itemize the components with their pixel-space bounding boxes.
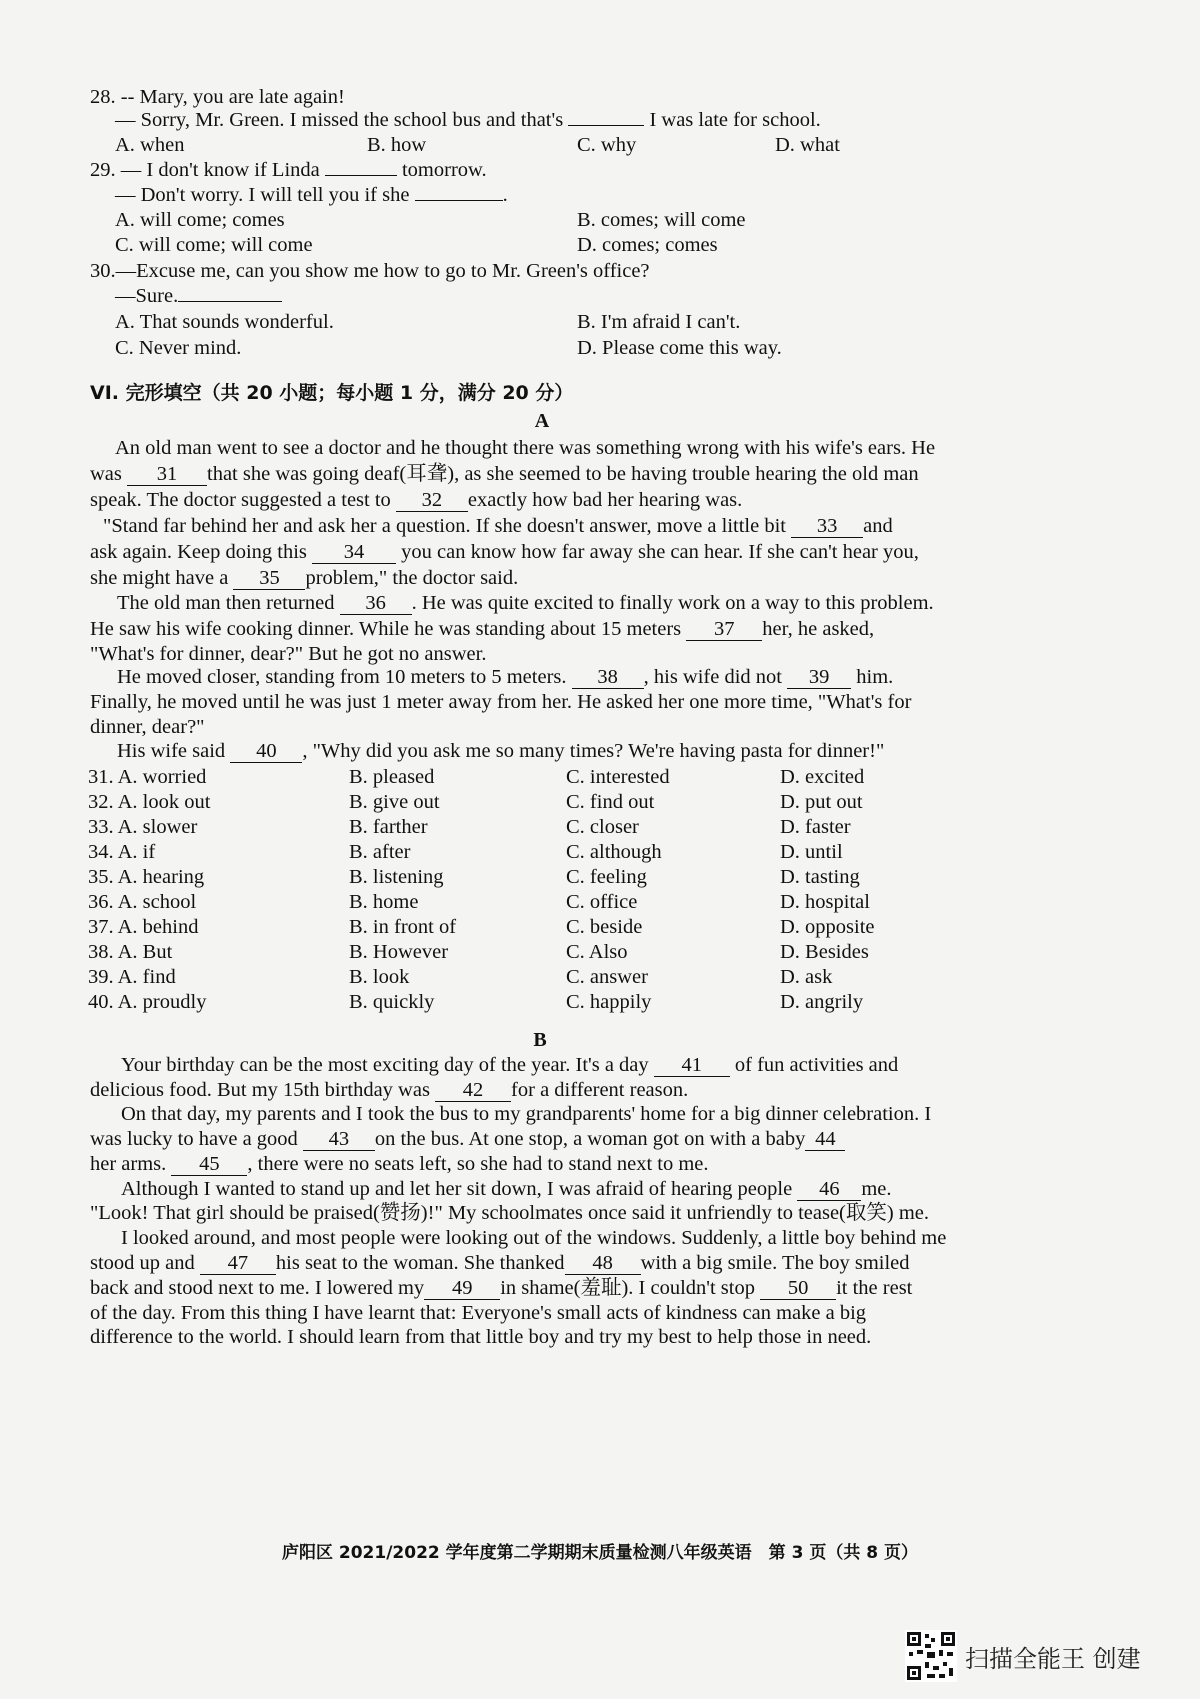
option-37-d: D. opposite — [780, 916, 875, 938]
q28-prompt: -- Mary, you are late again! — [120, 86, 345, 108]
option-33-a: 33. A. slower — [88, 816, 198, 838]
blank-49: 49 — [424, 1277, 500, 1300]
option-35-a: 35. A. hearing — [88, 866, 205, 888]
q29-option-d: D. comes; comes — [577, 234, 718, 256]
blank-42: 42 — [435, 1079, 511, 1102]
option-34-a: 34. A. if — [88, 841, 156, 863]
option-39-a: 39. A. find — [88, 966, 176, 988]
q29-option-c: C. will come; will come — [115, 234, 313, 256]
option-37-a: 37. A. behind — [88, 916, 199, 938]
q28-blank — [568, 125, 644, 126]
q30-line1: 30.—Excuse me, can you show me how to go to Mr. Green's office? — [90, 260, 650, 282]
option-40-c: C. happily — [566, 991, 652, 1013]
option-32-d: D. put out — [780, 791, 863, 813]
section-heading: VI. 完形填空（共 20 小题；每小题 1 分，满分 20 分） — [90, 382, 574, 404]
passage-b-line: back and stood next to me. I lowered my 49 in shame(羞耻). I couldn't stop 50 it the rest — [90, 1277, 913, 1299]
blank-47: 47 — [200, 1252, 276, 1275]
passage-b-line: difference to the world. I should learn from that little boy and try my best to help those in need. — [90, 1326, 872, 1348]
option-37-c: C. beside — [566, 916, 643, 938]
q30-blank — [178, 301, 282, 302]
option-33-c: C. closer — [566, 816, 639, 838]
option-36-d: D. hospital — [780, 891, 870, 913]
option-34-d: D. until — [780, 841, 843, 863]
option-32-c: C. find out — [566, 791, 655, 813]
blank-41: 41 — [654, 1054, 730, 1077]
passage-a-line: He moved closer, standing from 10 meters to 5 meters. 38 , his wife did not 39 him. — [117, 666, 894, 688]
passage-b-line: stood up and 47 his seat to the woman. She thanked 48 with a big smile. The boy smiled — [90, 1252, 910, 1274]
blank-32: 32 — [396, 489, 468, 512]
option-31-d: D. excited — [780, 766, 865, 788]
q29-option-b: B. comes; will come — [577, 209, 746, 231]
watermark-text: 扫描全能王 创建 — [965, 1644, 1141, 1673]
passage-a-line: speak. The doctor suggested a test to 32 exactly how bad her hearing was. — [90, 489, 743, 511]
option-40-a: 40. A. proudly — [88, 991, 207, 1013]
page-footer: 庐阳区 2021/2022 学年度第二学期期末质量检测八年级英语 第 3 页（共 8 页） — [281, 1543, 918, 1563]
q30-option-d: D. Please come this way. — [577, 337, 782, 359]
option-35-d: D. tasting — [780, 866, 860, 888]
option-35-b: B. listening — [349, 866, 444, 888]
option-39-b: B. look — [349, 966, 410, 988]
q29-option-a: A. will come; comes — [115, 209, 285, 231]
passage-b-line: Although I wanted to stand up and let her sit down, I was afraid of hearing people 46 me. — [121, 1178, 892, 1200]
option-38-a: 38. A. But — [88, 941, 173, 963]
q29-line2: — Don't worry. I will tell you if she . — [115, 184, 508, 206]
option-33-b: B. farther — [349, 816, 428, 838]
blank-39: 39 — [787, 666, 851, 689]
q28-option-c: C. why — [577, 134, 637, 156]
blank-38: 38 — [572, 666, 644, 689]
passage-a-title: A — [534, 410, 550, 432]
blank-31: 31 — [127, 463, 207, 486]
passage-b-line: delicious food. But my 15th birthday was 42 for a different reason. — [90, 1079, 689, 1101]
blank-45: 45 — [171, 1153, 247, 1176]
passage-a-line: The old man then returned 36 . He was quite excited to finally work on a way to this problem. — [117, 592, 934, 614]
option-36-c: C. office — [566, 891, 638, 913]
passage-a-line: "Stand far behind her and ask her a question. If she doesn't answer, move a little bit 33 and — [103, 515, 893, 537]
blank-48: 48 — [565, 1252, 641, 1275]
option-38-d: D. Besides — [780, 941, 869, 963]
option-36-b: B. home — [349, 891, 419, 913]
option-38-c: C. Also — [566, 941, 628, 963]
blank-44: 44 — [805, 1128, 845, 1151]
passage-b-title: B — [533, 1029, 547, 1051]
passage-a-line: ask again. Keep doing this 34 you can know how far away she can hear. If she can't hear you, — [90, 541, 919, 563]
option-31-a: 31. A. worried — [88, 766, 207, 788]
option-31-c: C. interested — [566, 766, 670, 788]
passage-b-line: was lucky to have a good 43 on the bus. At one stop, a woman got on with a baby 44 — [90, 1126, 845, 1152]
blank-43: 43 — [303, 1128, 375, 1151]
passage-b-line: I looked around, and most people were looking out of the windows. Suddenly, a little boy behind me — [121, 1227, 947, 1249]
option-39-c: C. answer — [566, 966, 648, 988]
option-33-d: D. faster — [780, 816, 851, 838]
q28-line2: — Sorry, Mr. Green. I missed the school bus and that's I was late for school. — [115, 109, 821, 131]
q29-blank-1 — [325, 175, 397, 176]
option-35-c: C. feeling — [566, 866, 647, 888]
blank-46: 46 — [797, 1178, 861, 1201]
blank-33: 33 — [791, 515, 863, 538]
q29-blank-2 — [415, 200, 503, 201]
passage-b-line: her arms. 45 , there were no seats left, so she had to stand next to me. — [90, 1153, 709, 1175]
option-37-b: B. in front of — [349, 916, 457, 938]
q30-option-a: A. That sounds wonderful. — [115, 311, 334, 333]
q29-line1: 29. — I don't know if Linda tomorrow. — [90, 159, 487, 181]
passage-a-line: His wife said 40 , "Why did you ask me so many times? We're having pasta for dinner!" — [117, 740, 885, 762]
passage-a-line: He saw his wife cooking dinner. While he was standing about 15 meters 37 her, he asked, — [90, 618, 875, 640]
passage-a-line: dinner, dear?" — [90, 716, 205, 738]
q30-option-c: C. Never mind. — [115, 337, 242, 359]
option-40-d: D. angrily — [780, 991, 864, 1013]
passage-a-line: was 31 that she was going deaf(耳聋), as she seemed to be having trouble hearing the old man — [90, 463, 919, 485]
passage-a-line: Finally, he moved until he was just 1 meter away from her. He asked her one more time, "What's for — [90, 691, 912, 713]
option-31-b: B. pleased — [349, 766, 435, 788]
blank-37: 37 — [686, 618, 762, 641]
passage-b-line: "Look! That girl should be praised(赞扬)!" My schoolmates once said it unfriendly to tease(取笑) me. — [90, 1202, 930, 1224]
option-40-b: B. quickly — [349, 991, 435, 1013]
q30-option-b: B. I'm afraid I can't. — [577, 311, 741, 333]
passage-a-line: she might have a 35 problem," the doctor said. — [90, 567, 519, 589]
passage-a-line: "What's for dinner, dear?" But he got no answer. — [90, 643, 487, 665]
q28-option-d: D. what — [775, 134, 840, 156]
qr-code-icon — [905, 1630, 957, 1682]
option-32-b: B. give out — [349, 791, 440, 813]
q28-num: 28. — [90, 86, 116, 108]
option-32-a: 32. A. look out — [88, 791, 211, 813]
passage-a-line: An old man went to see a doctor and he thought there was something wrong with his wife's ears. He — [115, 437, 936, 459]
blank-50: 50 — [760, 1277, 836, 1300]
scanner-watermark — [905, 1630, 1141, 1682]
q28-option-a: A. when — [115, 134, 185, 156]
blank-40: 40 — [230, 740, 302, 763]
blank-35: 35 — [233, 567, 305, 590]
blank-36: 36 — [340, 592, 412, 615]
passage-b-line: On that day, my parents and I took the bus to my grandparents' home for a big dinner celebration. I — [121, 1103, 932, 1125]
option-36-a: 36. A. school — [88, 891, 197, 913]
passage-b-line: of the day. From this thing I have learnt that: Everyone's small acts of kindness can make a big — [90, 1302, 867, 1324]
option-38-b: B. However — [349, 941, 449, 963]
option-39-d: D. ask — [780, 966, 833, 988]
q30-line2: —Sure. — [115, 283, 282, 309]
option-34-c: C. although — [566, 841, 662, 863]
blank-34: 34 — [312, 541, 396, 564]
passage-b-line: Your birthday can be the most exciting day of the year. It's a day 41 of fun activities and — [121, 1054, 899, 1076]
option-34-b: B. after — [349, 841, 411, 863]
q28-option-b: B. how — [367, 134, 427, 156]
